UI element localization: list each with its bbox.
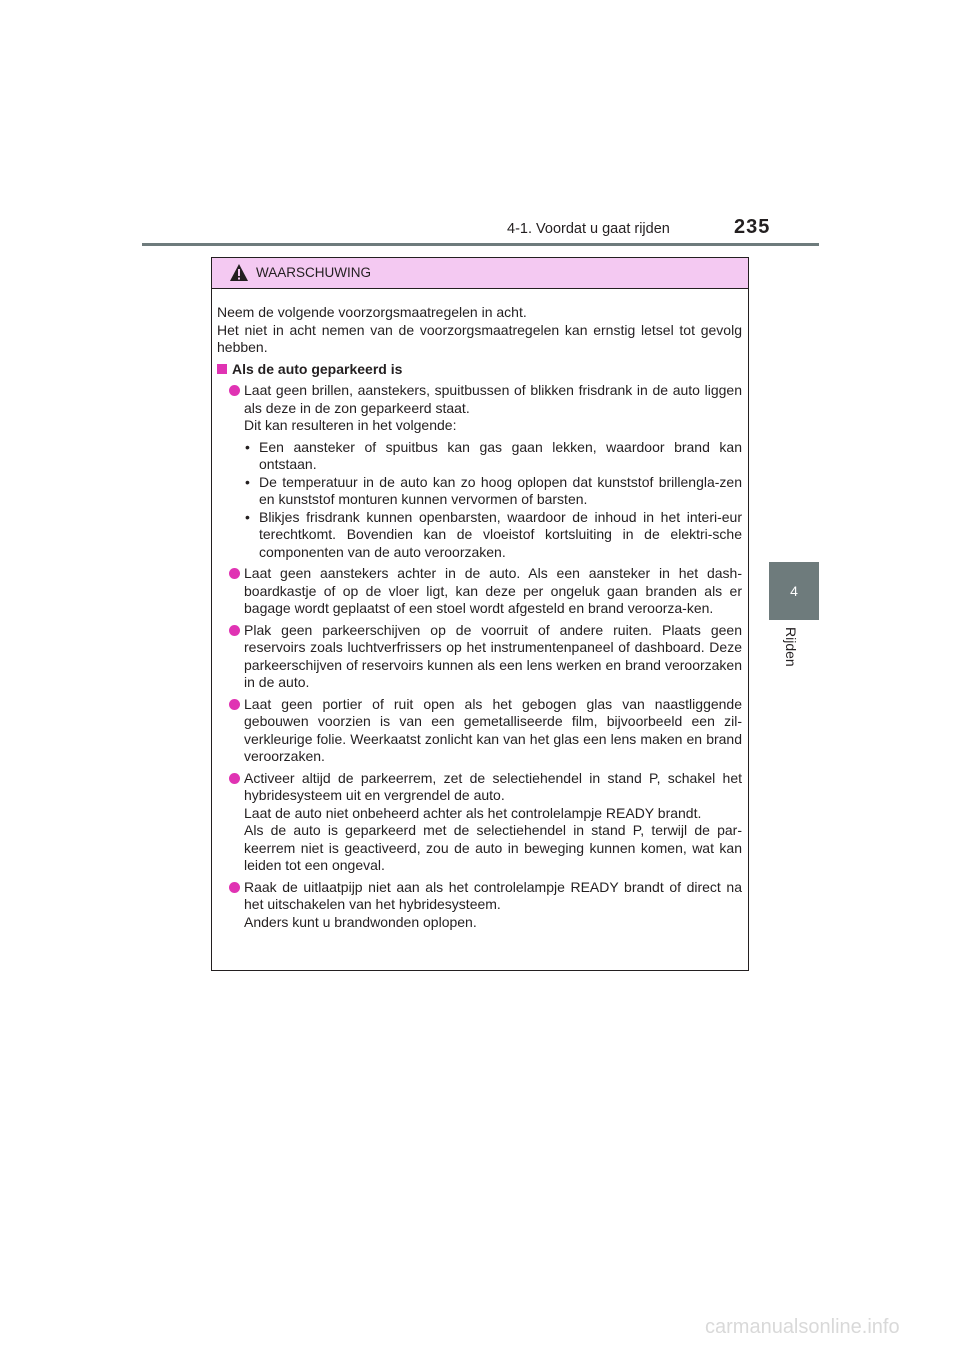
circle-bullet-icon — [229, 385, 240, 396]
warning-intro-1: Neem de volgende voorzorgsmaatregelen in acht. — [217, 304, 527, 320]
square-bullet-icon — [217, 364, 227, 374]
warning-body — [212, 289, 748, 931]
section-heading-text: Als de auto geparkeerd is — [232, 360, 403, 377]
bullet-text-3: Plak geen parkeerschijven op de voorruit of andere ruiten. Plaats geen reservoirs zoals luchtverfrissers op het instrumentenpaneel of dashboard. Deze parkeerschijven of reservoirs kunnen als een lens werken en brand veroorzaken in de auto. — [244, 621, 742, 690]
bullet-extra-5b: Als de auto is geparkeerd met de selectiehendel in stand P, terwijl de par-keerrem niet is geactiveerd, zou de auto in beweging kunnen komen, wat kan leiden tot een ongeval. — [244, 822, 742, 873]
sub-bullet: • — [245, 438, 250, 455]
sub-item-3 — [217, 509, 742, 562]
bullet-text-1: Laat geen brillen, aanstekers, spuitbussen of blikken frisdrank in de auto liggen als deze in de zon geparkeerd staat. — [244, 382, 742, 416]
circle-bullet-icon — [229, 568, 240, 579]
bullet-extra-6: Anders kunt u brandwonden oplopen. — [244, 913, 477, 930]
sub-item-1 — [217, 439, 742, 474]
header-divider — [142, 243, 819, 246]
sub-bullet: • — [245, 473, 250, 490]
bullet-item-3 — [217, 622, 742, 692]
warning-triangle-icon — [229, 263, 249, 282]
bullet-text-6: Raak de uitlaatpijp niet aan als het controlelampje READY brandt of direct na het uitschakelen van het hybridesysteem. — [244, 878, 742, 912]
bullet-text-2: Laat geen aanstekers achter in de auto. Als een aansteker in het dash-boardkastje of op de vloer ligt, kan deze per ongeluk gaan branden als er bagage wordt geplaatst of een stoel wordt afgesteld en brand veroorza-ken. — [244, 565, 742, 616]
sub-item-text-3: Blikjes frisdrank kunnen openbarsten, waardoor de inhoud in het interi-eur terechtkomt. Bovendien kan de vloeistof kortsluiting in de elektri-sche componenten van de auto veroorzaken. — [259, 508, 742, 560]
circle-bullet-icon — [229, 625, 240, 636]
circle-bullet-icon — [229, 699, 240, 710]
warning-box — [211, 257, 749, 971]
sub-bullet: • — [245, 508, 250, 525]
bullet-item-5 — [217, 770, 742, 875]
bullet-item-1 — [217, 382, 742, 561]
section-title: 4-1. Voordat u gaat rijden — [507, 221, 670, 237]
bullet-item-6 — [217, 879, 742, 932]
sub-item-text-2: De temperatuur in de auto kan zo hoog oplopen dat kunststof brillengla-zen en kunststof monturen kunnen vervormen of barsten. — [259, 473, 742, 507]
sub-item-text-1: Een aansteker of spuitbus kan gas gaan lekken, waardoor brand kan ontstaan. — [259, 438, 742, 472]
page-number: 235 — [734, 216, 771, 238]
warning-header — [212, 258, 748, 289]
chapter-label: Rijden — [783, 627, 799, 667]
bullet-item-2 — [217, 565, 742, 618]
circle-bullet-icon — [229, 773, 240, 784]
sub-list — [244, 439, 742, 562]
circle-bullet-icon — [229, 882, 240, 893]
bullet-text-5: Activeer altijd de parkeerrem, zet de selectiehendel in stand P, schakel het hybridesysteem uit en vergrendel de auto. — [244, 769, 742, 803]
warning-title: WAARSCHUWING — [256, 265, 371, 280]
bullet-item-4 — [217, 696, 742, 766]
watermark: carmanualsonline.info — [705, 1316, 900, 1338]
chapter-tab — [769, 562, 819, 620]
bullet-followup-1: Dit kan resulteren in het volgende: — [244, 417, 457, 433]
sub-item-2 — [217, 474, 742, 509]
chapter-number: 4 — [790, 583, 798, 599]
bullet-text-4: Laat geen portier of ruit open als het gebogen glas van naastliggende gebouwen voorzien is van een gemetalliseerde film, bijvoorbeeld een zil-verkleurige folie. Weerkaatst zonlicht kan van het glas een lens maken en brand veroorzaken. — [244, 695, 742, 764]
bullet-extra-5a: Laat de auto niet onbeheerd achter als het controlelampje READY brandt. — [244, 804, 702, 821]
section-heading — [217, 361, 742, 379]
warning-intro-2: Het niet in acht nemen van de voorzorgsmaatregelen kan ernstig letsel tot gevolg hebben. — [217, 321, 742, 355]
